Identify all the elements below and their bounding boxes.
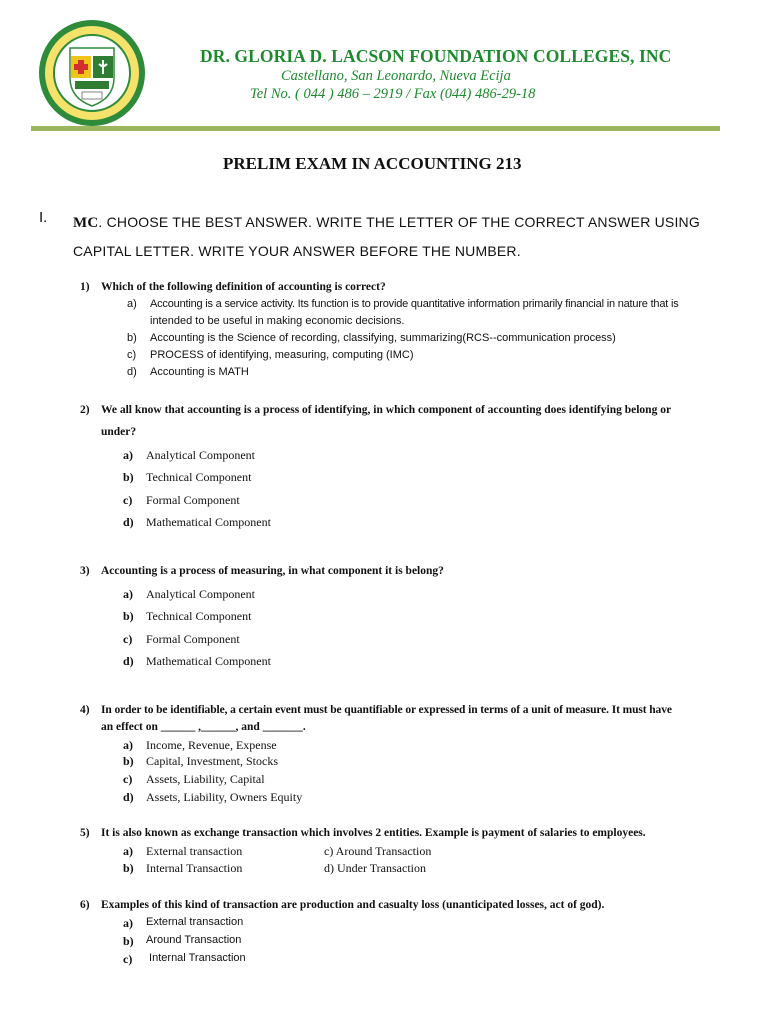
option-letter: c) bbox=[123, 493, 133, 507]
option-text: Formal Component bbox=[146, 493, 240, 507]
option-text: PROCESS of identifying, measuring, computing (IMC) bbox=[150, 349, 414, 361]
school-logo bbox=[37, 18, 147, 128]
question-text-continued: an effect on ______ ,______, and _______. bbox=[101, 721, 306, 733]
school-name: DR. GLORIA D. LACSON FOUNDATION COLLEGES, INC bbox=[200, 46, 672, 66]
option-letter: c) bbox=[123, 952, 133, 966]
option-letter: a) bbox=[123, 587, 133, 601]
option-text: Assets, Liability, Owners Equity bbox=[146, 790, 303, 804]
question-text: Accounting is a process of measuring, in what component it is belong? bbox=[101, 565, 444, 577]
option-text: Internal Transaction bbox=[146, 861, 243, 875]
question-number: 5) bbox=[80, 827, 90, 839]
option-letter: c) bbox=[127, 349, 137, 361]
option-letter: b) bbox=[123, 609, 134, 623]
option-letter: b) bbox=[123, 470, 134, 484]
option-text: Capital, Investment, Stocks bbox=[146, 754, 278, 768]
question-1-option-a-continued bbox=[150, 315, 404, 327]
option-text: Technical Component bbox=[146, 470, 252, 484]
exam-title: PRELIM EXAM IN ACCOUNTING 213 bbox=[223, 154, 522, 173]
option-text: Mathematical Component bbox=[146, 515, 271, 529]
option-letter: d) bbox=[123, 790, 134, 804]
option-text: Around Transaction bbox=[146, 934, 242, 946]
question-number: 3) bbox=[80, 565, 90, 577]
option-letter: c) bbox=[123, 772, 133, 786]
question-number: 4) bbox=[80, 704, 90, 716]
option-letter: d) bbox=[123, 515, 134, 529]
option-letter: b) bbox=[127, 332, 137, 344]
option-text: Technical Component bbox=[146, 609, 252, 623]
section-lead: MC bbox=[73, 215, 99, 231]
question-text-continued: under? bbox=[101, 426, 137, 438]
option-letter: b) bbox=[123, 861, 134, 875]
option-text: External transaction bbox=[146, 844, 243, 858]
option-text: Formal Component bbox=[146, 632, 240, 646]
section-line-2: CAPITAL LETTER. WRITE YOUR ANSWER BEFORE THE NUMBER. bbox=[73, 243, 521, 259]
question-text: Which of the following definition of accounting is correct? bbox=[101, 281, 386, 293]
option-text: Accounting is the Science of recording, classifying, summarizing(RCS--communication process) bbox=[150, 332, 616, 344]
option-letter: a) bbox=[123, 738, 133, 752]
option-letter: a) bbox=[123, 844, 133, 858]
question-4-continued bbox=[101, 721, 306, 733]
section-line-1: . CHOOSE THE BEST ANSWER. WRITE THE LETTER OF THE CORRECT ANSWER USING bbox=[98, 214, 700, 230]
option-text: Internal Transaction bbox=[146, 952, 246, 964]
question-text: In order to be identifiable, a certain event must be quantifiable or expressed in terms of a unit of measure. It must have bbox=[101, 704, 672, 716]
option-text: Assets, Liability, Capital bbox=[146, 772, 265, 786]
option-text: External transaction bbox=[146, 916, 244, 928]
option-text: Income, Revenue, Expense bbox=[146, 738, 277, 752]
option-letter: b) bbox=[123, 754, 134, 768]
option-letter: d) bbox=[123, 654, 134, 668]
question-text: We all know that accounting is a process of identifying, in which component of accounting does identifying belong or bbox=[101, 404, 672, 416]
option-text: Mathematical Component bbox=[146, 654, 271, 668]
option-text: Analytical Component bbox=[146, 587, 255, 601]
question-2-continued bbox=[101, 426, 136, 438]
section-number: I. bbox=[39, 209, 48, 226]
question-number: 2) bbox=[80, 404, 90, 416]
question-text: Examples of this kind of transaction are production and casualty loss (unanticipated losses, act of god). bbox=[101, 899, 605, 911]
question-number: 6) bbox=[80, 899, 90, 911]
option-letter: a) bbox=[123, 448, 133, 462]
option-letter: a) bbox=[123, 916, 133, 930]
school-address: Castellano, San Leonardo, Nueva Ecija bbox=[281, 68, 511, 84]
option-letter: d) bbox=[127, 366, 137, 378]
option-letter: c) bbox=[123, 632, 133, 646]
option-text-column-2: c) Around Transaction bbox=[324, 844, 432, 858]
question-number: 1) bbox=[80, 281, 90, 293]
option-text: Accounting is a service activity. Its function is to provide quantitative information primarily financial in nature that is bbox=[150, 298, 679, 310]
option-letter: b) bbox=[123, 934, 134, 948]
option-text: Accounting is MATH bbox=[150, 366, 249, 378]
question-text: It is also known as exchange transaction which involves 2 entities. Example is payment of salaries to employees. bbox=[101, 827, 646, 839]
option-letter: a) bbox=[127, 298, 137, 310]
school-contact: Tel No. ( 044 ) 486 – 2919 / Fax (044) 486-29-18 bbox=[250, 86, 536, 102]
option-text-column-2: d) Under Transaction bbox=[324, 861, 426, 875]
option-text-continued: intended to be useful in making economic decisions. bbox=[150, 315, 405, 327]
section-instructions bbox=[73, 208, 733, 265]
option-text: Analytical Component bbox=[146, 448, 255, 462]
header-divider bbox=[31, 126, 720, 131]
